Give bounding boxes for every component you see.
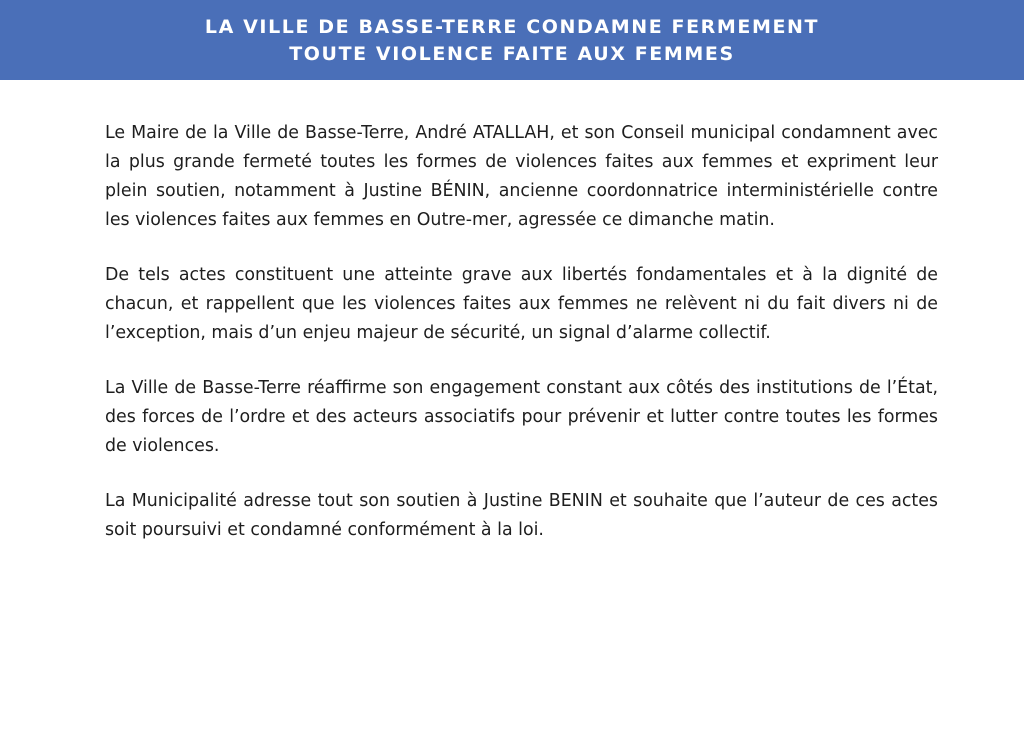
- paragraph-4: La Municipalité adresse tout son soutien à Justine BENIN et souhaite que l’auteur de ces actes soit poursuivi et condamné conformément à la loi.: [105, 491, 938, 540]
- paragraph-1: Le Maire de la Ville de Basse-Terre, André ATALLAH, et son Conseil municipal condamnent avec la plus grande fermeté toutes les formes de violences faites aux femmes et expriment leur plein soutien, notamment à Justine BÉNIN, ancienne coordonnatrice interministérielle contre les violences faites aux femmes en Outre-mer, agressée ce dimanche matin.: [105, 123, 938, 230]
- title-line-2: TOUTE VIOLENCE FAITE AUX FEMMES: [289, 43, 735, 65]
- paragraph-3: La Ville de Basse-Terre réaffirme son engagement constant aux côtés des institutions de l’État, des forces de l’ordre et des acteurs associatifs pour prévenir et lutter contre toutes les formes de violences.: [105, 378, 938, 456]
- title-banner: [0, 0, 1024, 80]
- paragraph-2: De tels actes constituent une atteinte grave aux libertés fondamentales et à la dignité de chacun, et rappellent que les violences faites aux femmes ne relèvent ni du fait divers ni de l’exception, mais d’un enjeu majeur de sécurité, un signal d’alarme collectif.: [105, 265, 938, 343]
- title-line-1: LA VILLE DE BASSE-TERRE CONDAMNE FERMEMENT: [204, 16, 820, 38]
- statement-body: [105, 119, 938, 571]
